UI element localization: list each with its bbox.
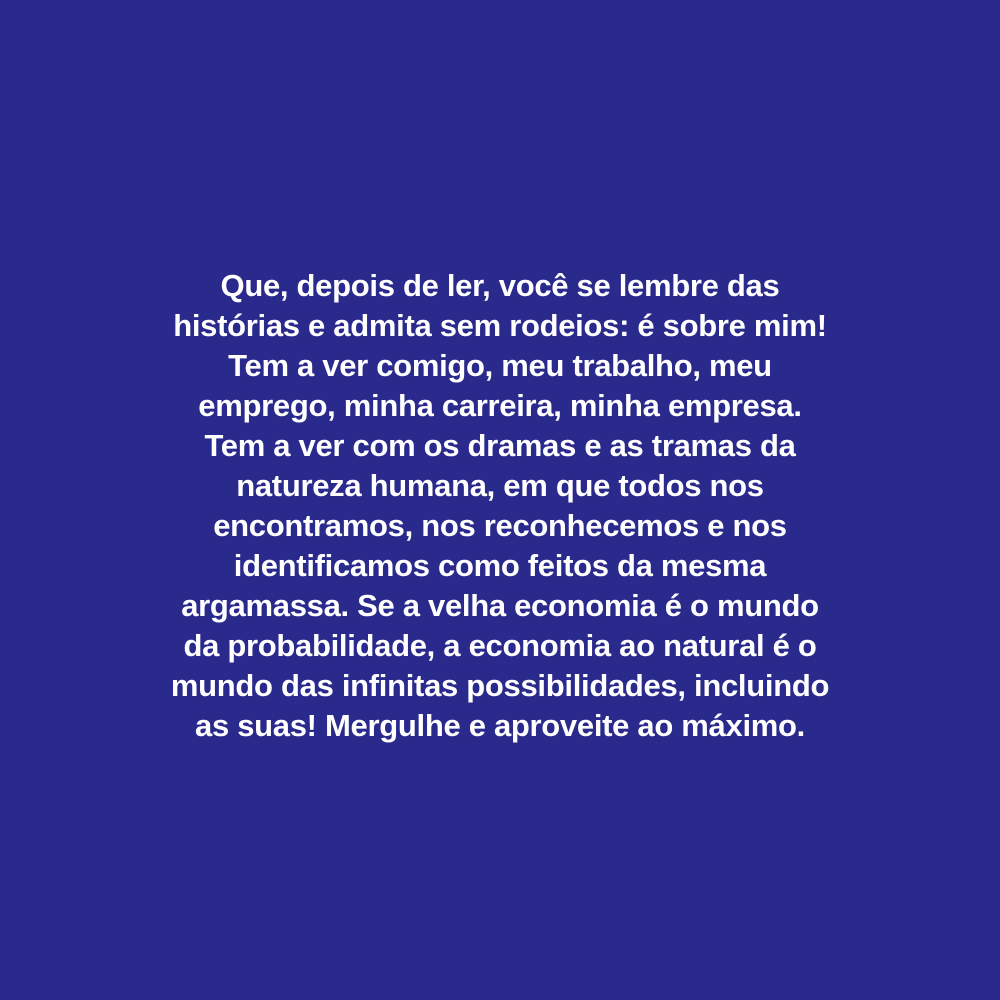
quote-text-block — [110, 266, 890, 746]
quote-line: encontramos, nos reconhecemos e nos — [213, 508, 787, 543]
quote-line: da probabilidade, a economia ao natural é o — [183, 628, 817, 663]
quote-line: histórias e admita sem rodeios: é sobre mim! — [173, 308, 827, 343]
quote-line: mundo das infinitas possibilidades, incluindo — [170, 668, 830, 703]
quote-line: argamassa. Se a velha economia é o mundo — [181, 588, 819, 623]
quote-line: Tem a ver com os dramas e as tramas da — [204, 428, 796, 463]
quote-line: as suas! Mergulhe e aproveite ao máximo. — [195, 708, 805, 743]
quote-line: natureza humana, em que todos nos — [236, 468, 764, 503]
quote-line: Tem a ver comigo, meu trabalho, meu — [228, 348, 772, 383]
quote-line: identificamos como feitos da mesma — [233, 548, 767, 583]
quote-line: Que, depois de ler, você se lembre das — [220, 268, 780, 303]
quote-line: emprego, minha carreira, minha empresa. — [198, 388, 802, 423]
